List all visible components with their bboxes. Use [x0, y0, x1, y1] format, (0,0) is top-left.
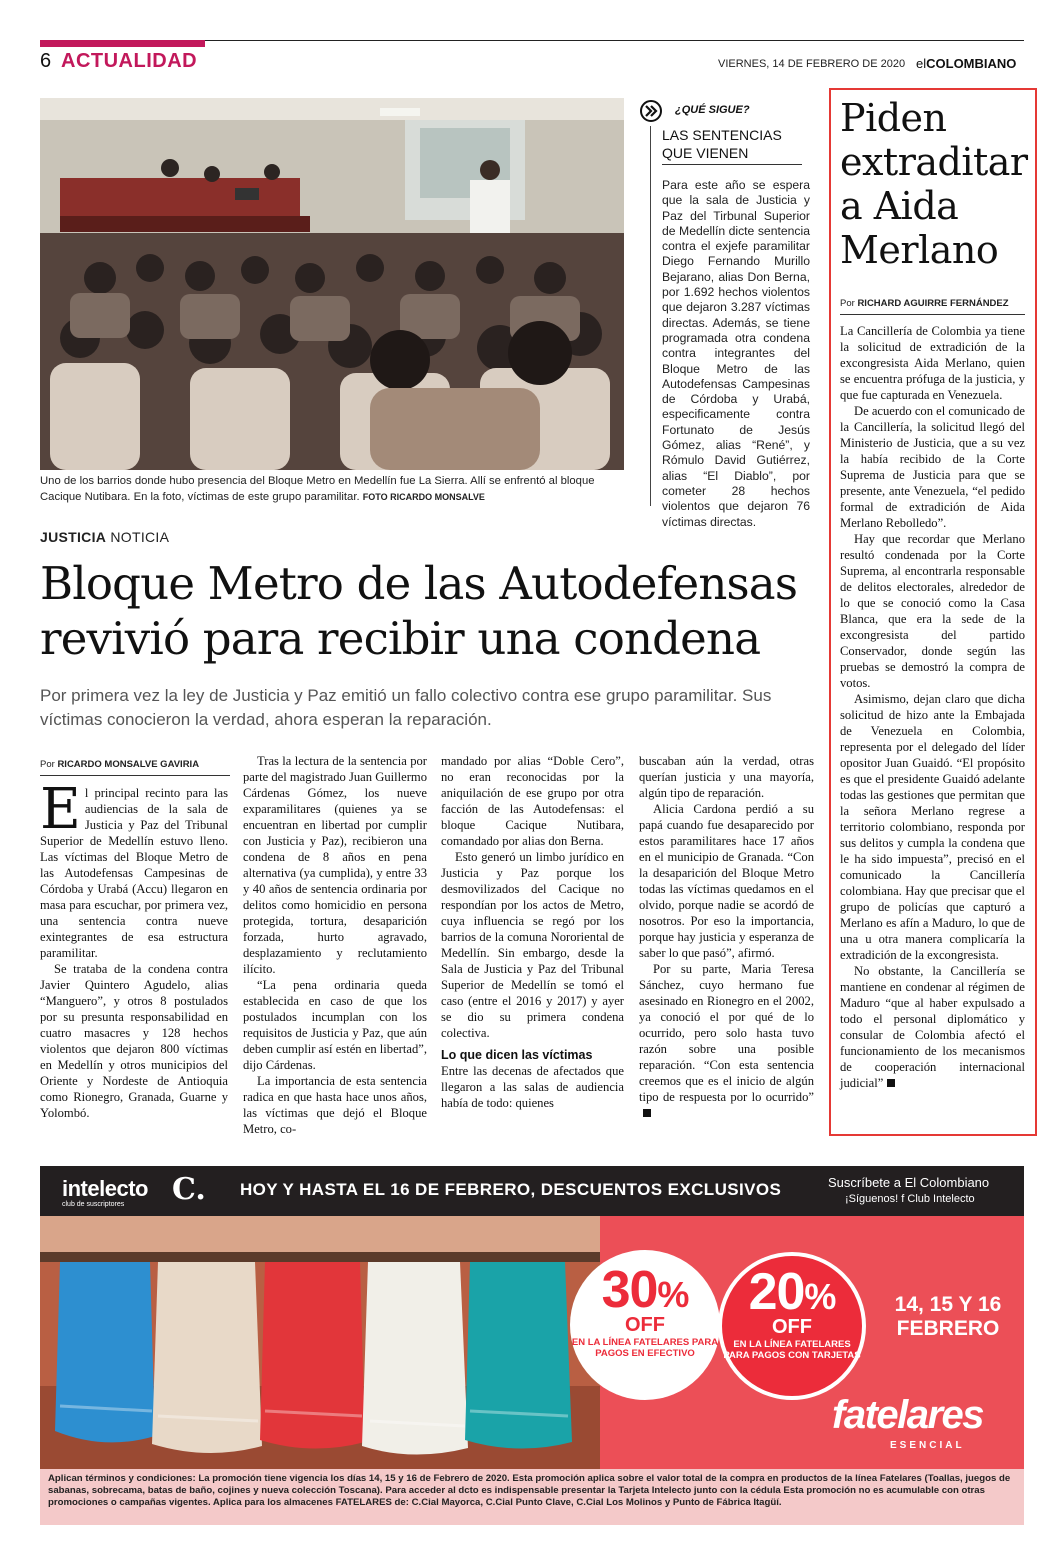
article-byline [40, 759, 199, 770]
sidebar-byline-author: RICHARD AGUIRRE FERNÁNDEZ [857, 298, 1009, 309]
discount-20-note: EN LA LÍNEA FATELARES PARA PAGOS CON TARJETAS [723, 1339, 861, 1361]
article-kicker [40, 529, 169, 545]
byline-author: RICARDO MONSALVE GAVIRIA [57, 759, 200, 770]
dropcap: E [40, 777, 81, 842]
sidebar-body [840, 323, 1025, 1091]
discount-30-off: OFF [625, 1314, 665, 1336]
ad-club-logo-sub: club de suscriptores [62, 1201, 125, 1208]
fatelares-logo-sub: ESENCIAL [890, 1440, 965, 1451]
discount-30-note: EN LA LÍNEA FATELARES PARA PAGOS EN EFECTIVO [571, 1337, 719, 1359]
col3-paragraph: Esto generó un limbo jurídico en Justicia y Paz porque los desmovilizados del Cacique no respondían por los actos de Metro, cuya influencia se regó por los barrios de la comuna Nororiental de Medellín. Sin embargo, desde la Sala de Justicia y Paz del Tribunal Superior de Medellín se tomó el caso (entre el 2016 y 2017) y ayer se dio su primera condena colectiva. [441, 850, 624, 1040]
discount-30-pct: % [657, 1274, 689, 1315]
towels-photo [40, 1216, 600, 1469]
photo-caption [40, 473, 630, 505]
article-column-4 [639, 753, 814, 1121]
end-of-article-mark [643, 1109, 651, 1117]
sidebar-paragraph [840, 963, 1025, 1091]
section-color-bar [40, 40, 205, 47]
discount-20 [722, 1263, 862, 1323]
discount-20-value: 20 [748, 1263, 805, 1321]
sidebar-byline [840, 298, 1009, 309]
byline-rule [40, 775, 230, 776]
sidebar-paragraph-text: No obstante, la Cancillería se mantiene en condenar al régimen de Maduro “que al haber expulsado a todo el personal diplomático y consular de Colombia afectó el funcionamiento de los mecanismos de cooperación internacional judicial” [840, 964, 1025, 1090]
discount-20-pct: % [804, 1276, 836, 1317]
newspaper-logo [916, 56, 1016, 71]
sidebar-headline: Piden extraditar a Aida Merlano [840, 96, 1028, 272]
sidebar-paragraph: Asimismo, dejan claro que dicha solicitud de hizo ante la Embajada de Venezuela en Colombia, representa por el delegado del líder opositor Juan Guaidó. “El propósito es que el presidente Guaidó adelante todas las gestiones que permitan que la señora Merlano regrese a territorio colombiano, responda por sus delitos y cumpla la condena que le ha sido impuesta”, precisó en el comunicado la Cancillería colombiana. Hay que precisar que el grupo de policías que capturó a Merlano es afín a Maduro, lo que de una u otra manera complicaría la extradición de la excongresista. [840, 692, 1025, 962]
end-of-sidebar-mark [887, 1079, 895, 1087]
ad-subscribe-text: Suscríbete a El Colombiano [828, 1175, 990, 1190]
col1-paragraph-text: l principal recinto para las audiencias de la sala de Justicia y Paz del Tribunal Superior de Medellín estuvo lleno. Las víctimas del Bloque Metro de las Autodefensas Campesinas de Córdoba y Urabá (Accu) llegaron en masa para escuchar, por primera vez, una sentencia contra nueve exintegrantes de esa estructura paramilitar. [40, 786, 228, 960]
kicker-section: JUSTICIA [40, 529, 107, 545]
sidebar-paragraph: Hay que recordar que Merlano resultó condenada por la Corte Suprema, al encontrarla responsable de delitos electorales, alrededor de lo que se conoció como la Casa Blanca, que era la sede de la excongresista del partido Conservador, donde según las pruebas se demostró la compra de votos. [840, 532, 1025, 690]
sidebar-paragraph: De acuerdo con el comunicado de la Cancillería, la solicitud llegó del Ministerio de Justicia, que a su vez la había recibido de la Corte Suprema de Justicia para que se presente, ante Venezuela, “el pedido formal de extradición de Aida Merlano Rebolledo”. [840, 404, 1025, 530]
courtroom-illustration [40, 98, 624, 470]
col4-paragraph: Alicia Cardona perdió a su papá cuando fue desaparecido por estos paramilitares hace 17 años en el municipio de Granada. “Con la desaparición del Bloque Metro todas las víctimas quedamos en el olvido, porque nadie se acordó de nosotros. Por eso la importancia, porque hay justicia y esperanza de saber lo que pasó”, afirmó. [639, 802, 814, 960]
forward-arrows-icon [640, 100, 662, 122]
que-sigue-title [662, 126, 802, 165]
photo-credit: FOTO RICARDO MONSALVE [362, 492, 485, 502]
discount-20-off: OFF [772, 1316, 812, 1338]
discount-30-value: 30 [601, 1261, 658, 1319]
issue-date: VIERNES, 14 DE FEBRERO DE 2020 [718, 58, 906, 70]
que-sigue-title-line2: QUE VIENEN [662, 145, 749, 161]
discount-30-badge [570, 1250, 720, 1400]
que-sigue-kicker: ¿QUÉ SIGUE? [675, 104, 750, 116]
col2-paragraph: Tras la lectura de la sentencia por parte del magistrado Juan Guillermo Cárdenas Gómez, los nueve exparamilitares (quienes ya se encuentran en libertad por cumplir con Justicia y Paz), recibieron una condena de 8 años en pena alternativa (ya cumplida), y entre 33 y 40 años de sentencia ordinaria por delitos como homicidio en persona protegida, tortura, desaparición forzada, hurto agravado, desplazamiento y reclutamiento ilícito. [243, 754, 427, 976]
sidebar-byline-rule [840, 314, 1025, 315]
article-column-3 [441, 753, 624, 1111]
col3-paragraph: mandado por alias “Doble Cero”, no eran reconocidas por la aniquilación de ese grupo por otra facción de las Autodefensas: el bloque Cacique Nutibara, comandado por alias don Berna. [441, 754, 624, 848]
caption-text: Uno de los barrios donde hubo presencia del Bloque Metro en Medellín fue La Sierra. Allí se enfrentó al bloque Cacique Nutibara. En la foto, víctimas de este grupo paramilitar. [40, 475, 595, 503]
ad-club-logo: intelecto [62, 1176, 148, 1201]
article-dek: Por primera vez la ley de Justicia y Paz emitió un fallo colectivo contra ese grupo paramilitar. Sus víctimas conocieron la verdad, ahora esperan la reparación. [40, 686, 772, 729]
kicker-type: NOTICIA [106, 529, 170, 545]
col2-paragraph: La importancia de esta sentencia radica en que hasta hace unos años, las víctimas que dejó el Bloque Metro, co- [243, 1074, 427, 1136]
courtroom-photo [40, 98, 624, 470]
que-sigue-rule [650, 126, 651, 506]
article-subhead: Lo que dicen las víctimas [441, 1048, 593, 1062]
col4-paragraph-text: Por su parte, Maria Teresa Sánchez, cuyo hermano fue asesinado en Rionegro en el 2002, ya conoció el por qué de lo ocurrido, pero solo hasta tuvo razón sobre una posible reparación. “Con esta sentencia creemos que es el inicio de algún tipo de respuesta por lo ocurrido” [639, 962, 814, 1104]
sidebar-byline-prefix: Por [840, 298, 858, 309]
col4-paragraph [639, 961, 814, 1121]
ad-terms: Aplican términos y condiciones: La promoción tiene vigencia los días 14, 15 y 16 de Febrero de 2020. Esta promoción aplica sobre el valor total de la compra en productos de la línea Fatelares (Toallas, juegos de sabanas, sobrecama, batas de baño, cojines y nueva colección Toscana). Para acceder al dcto es indispensable presentar la Tarjeta Intelecto junto con la cédula Esta promoción no es acumulable con otras promociones o campañas vigentes. Aplica para los almacenes FATELARES de: C.Cial Mayorca, C.Cial Punto Clave, C.Cial Los Molinos y Punto de Fábrica Itagüí. [40, 1469, 1024, 1525]
ad-c-logo: C. [172, 1172, 206, 1207]
byline-prefix: Por [40, 759, 58, 770]
logo-prefix: el [916, 56, 927, 71]
discount-30 [570, 1261, 720, 1321]
col2-paragraph: “La pena ordinaria queda establecida en caso de que los postulados incumplan con los requisitos de Justicia y Paz, que aún deben cumplir así estén en libertad”, dijo Cárdenas. [243, 978, 427, 1072]
article-column-2 [243, 753, 427, 1137]
section-name: ACTUALIDAD [61, 50, 198, 72]
ad-follow-text: ¡Síguenos! f Club Intelecto [845, 1193, 975, 1205]
que-sigue-body: Para este año se espera que la sala de Justicia y Paz del Tirbunal Superior de Medellín dicte sentencia contra el exjefe paramilitar Diego Fernando Murillo Bejarano, alias Don Berna, por 1.692 hechos violentos que dejaron 3.287 víctimas directas. Además, se tiene programada otra condena contra integrantes del Bloque Metro de las Autodefensas Campesinas de Córdoba y Urabá, especificamente contra Fortunato de Jesús Gómez, alias “René”, y Rómulo David Gutiérrez, alias “El Diablo”, por cometer 28 hechos violentos que dejaron 76 víctimas directas. [662, 178, 810, 529]
col1-paragraph: Se trataba de la condena contra Javier Quintero Agudelo, alias “Manguero”, y otros 8 postulados por su presunta responsabilidad en cuatro masacres y 128 hechos violentos que dejaron 800 víctimas en Medellín y otros municipios del Oriente y Nordeste de Antioquia como Rionegro, Granada, Guarne y Yolombó. [40, 962, 228, 1120]
col4-paragraph: buscaban aún la verdad, otras querían justicia y una mayoría, algún tipo de reparación. [639, 754, 814, 800]
sidebar-paragraph: La Cancillería de Colombia ya tiene la solicitud de extradición de la excongresista Aida Merlano, quien se encuentra prófuga de la justicia, y que fue capturada en Venezuela. [840, 324, 1025, 402]
discount-20-badge [718, 1252, 866, 1400]
article-headline: Bloque Metro de las Autodefensas revivió para recibir una condena [40, 557, 798, 665]
fatelares-logo: fatelares [832, 1393, 984, 1437]
article-column-1 [40, 777, 228, 1121]
ad-dates: 14, 15 Y 16 FEBRERO [894, 1293, 1002, 1340]
que-sigue-title-line1: LAS SENTENCIAS [662, 127, 782, 143]
col3-paragraph: Entre las decenas de afectados que llegaron a las salas de audiencia había de todo: quienes [441, 1064, 624, 1110]
ad-headline: HOY Y HASTA EL 16 DE FEBRERO, DESCUENTOS EXCLUSIVOS [240, 1180, 782, 1199]
logo-name: COLOMBIANO [926, 56, 1017, 71]
col1-paragraph [40, 777, 228, 961]
page-number: 6 [40, 50, 52, 72]
